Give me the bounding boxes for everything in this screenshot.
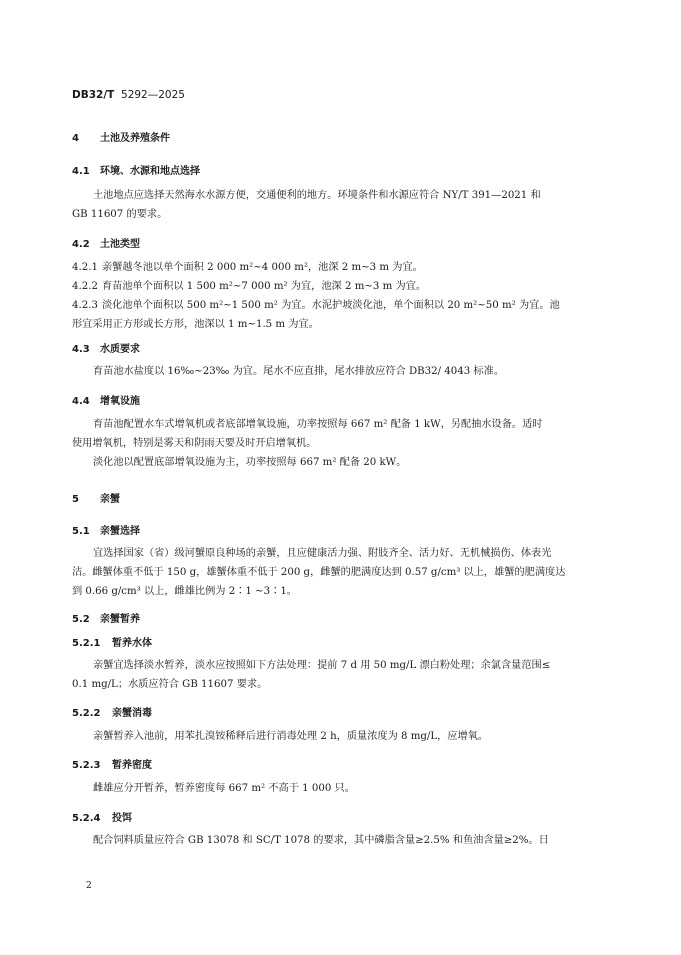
section-5-2-2-paragraph: 亲蟹暂养入池前，用苯扎溴铵稀释后进行消毒处理 2 h，质量浓度为 8 mg/L，应增氧。 (93, 731, 489, 742)
standard-prefix: DB32/T (72, 89, 115, 101)
standard-header (72, 89, 185, 101)
section-4-heading: 4 土池及养殖条件 (72, 133, 170, 144)
section-5-2-3-paragraph: 雌雄应分开暂养，暂养密度每 667 m² 不高于 1 000 只。 (93, 783, 355, 794)
section-4-3-heading: 4.3 水质要求 (72, 344, 140, 355)
list-item: 4.2.2 育苗池单个面积以 1 500 m²~7 000 m² 为宜，池深 2 m~3 m 为宜。 (72, 281, 427, 292)
section-5-2-3-heading: 5.2.3 暂养密度 (72, 760, 152, 771)
section-5-2-heading: 5.2 亲蟹暂养 (72, 614, 140, 625)
section-4-1-paragraph: 土池地点应选择天然海水水源方便，交通便利的地方。环境条件和水源应符合 NY/T 391—2021 和 GB 11607 的要求。 (72, 190, 541, 220)
section-4-4-paragraph: 育苗池配置水车式增氧机或者底部增氧设施，功率按照每 667 m² 配备 1 kW，另配抽水设备。适时 使用增氧机，特别是雾天和阴雨天要及时开启增氧机。 淡化池以配置底部增氧设施为主，功率按照每 667 m² 配备 20 kW。 (72, 419, 543, 468)
standard-number: 5292—2025 (121, 89, 185, 101)
section-4-2-items: 4.2.1 亲蟹越冬池以单个面积 2 000 m²~4 000 m²，池深 2 m~3 m 为宜。 4.2.2 育苗池单个面积以 1 500 m²~7 000 m² 为宜，池深 2 m~3 m 为宜。 4.2.3 淡化池单个面积以 500 m²~1 500 m² 为宜。水泥护坡淡化池，单个面积以 20 m²~50 m² 为宜。池 形宜采用正方形或长方形，池深以 1 m~1.5 m 为宜。 (72, 258, 612, 334)
section-5-1-paragraph: 宜选择国家（省）级河蟹原良种场的亲蟹，且应健康活力强、附肢齐全、活力好、无机械损伤、体表光 洁。雌蟹体重不低于 150 g，雄蟹体重不低于 200 g，雌蟹的肥满度达到 0.57 g/cm³ 以上，雄蟹的肥满度达 到 0.66 g/cm³ 以上，雌雄比例为 2∶1 ~3∶1。 (72, 548, 566, 597)
page-number: 2 (86, 881, 92, 891)
section-5-2-2-heading: 5.2.2 亲蟹消毒 (72, 708, 152, 719)
section-4-4-heading: 4.4 增氧设施 (72, 396, 140, 407)
section-5-2-1-paragraph: 亲蟹宜选择淡水暂养，淡水应按照如下方法处理：提前 7 d 用 50 mg/L 漂白粉处理；余氯含量范围≤ 0.1 mg/L；水质应符合 GB 11607 要求。 (72, 660, 551, 690)
list-item: 4.2.3 淡化池单个面积以 500 m²~1 500 m² 为宜。水泥护坡淡化池，单个面积以 20 m²~50 m² 为宜。池 (72, 300, 560, 311)
section-4-2-heading: 4.2 土池类型 (72, 239, 140, 250)
section-4-3-paragraph: 育苗池水盐度以 16‰~23‰ 为宜。尾水不应直排，尾水排放应符合 DB32/ 4043 标准。 (93, 366, 505, 377)
section-5-heading: 5 亲蟹 (72, 494, 120, 505)
section-5-2-4-paragraph: 配合饲料质量应符合 GB 13078 和 SC/T 1078 的要求，其中磷脂含量≥2.5% 和鱼油含量≥2%。日 (93, 835, 549, 846)
section-5-1-heading: 5.1 亲蟹选择 (72, 526, 140, 537)
section-5-2-4-heading: 5.2.4 投饵 (72, 813, 132, 824)
section-4-1-heading: 4.1 环境、水源和地点选择 (72, 166, 200, 177)
section-5-2-1-heading: 5.2.1 暂养水体 (72, 638, 152, 649)
list-item: 4.2.1 亲蟹越冬池以单个面积 2 000 m²~4 000 m²，池深 2 m~3 m 为宜。 (72, 262, 423, 273)
